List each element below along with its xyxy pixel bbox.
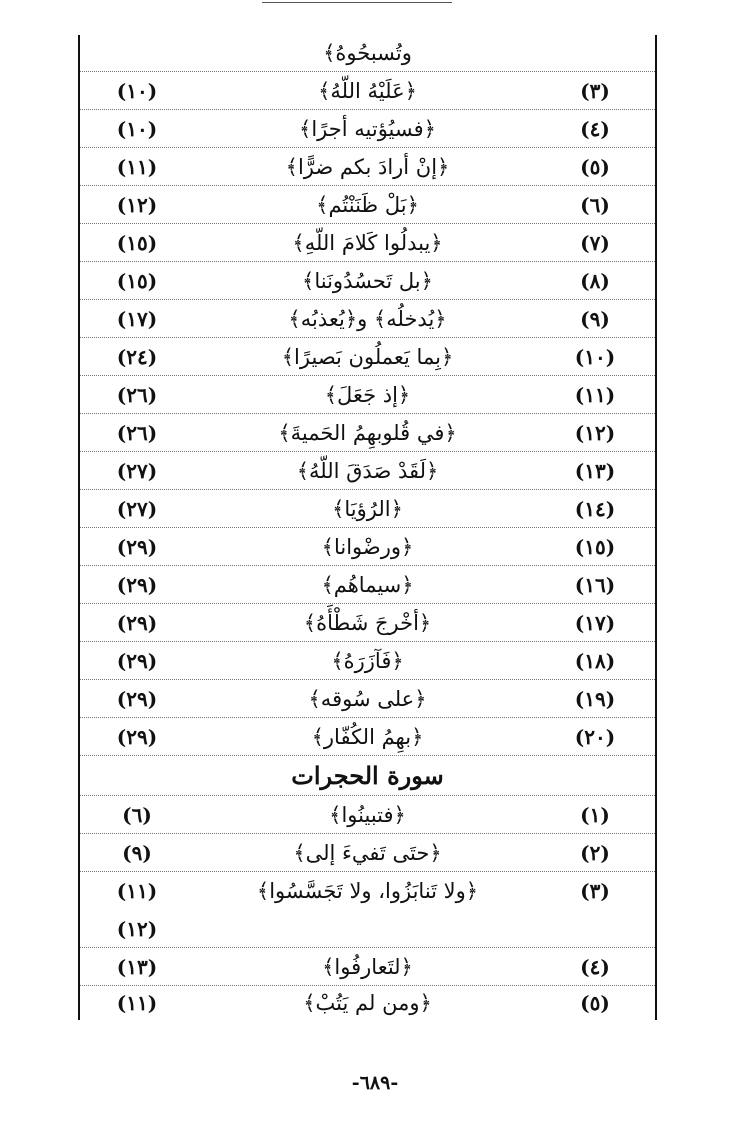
entry-number: (١٤) bbox=[574, 496, 616, 521]
quran-phrase: ﴿إذ جَعَلَ﴾ bbox=[324, 382, 411, 407]
entry-number: (١٦) bbox=[574, 572, 616, 597]
verse-number: (٢٦) bbox=[116, 382, 158, 407]
index-row bbox=[80, 338, 655, 376]
verse-number: (٦) bbox=[122, 802, 152, 827]
index-row bbox=[80, 566, 655, 604]
verse-number: (٩) bbox=[122, 840, 152, 865]
entry-number: (٥) bbox=[580, 991, 610, 1015]
entry-number: (٤) bbox=[580, 116, 610, 141]
quran-phrase: ﴿حتَى تَفيءَ إلى﴾ bbox=[293, 840, 442, 865]
verse-number: (١٥) bbox=[116, 230, 158, 255]
index-row bbox=[80, 376, 655, 414]
index-table bbox=[78, 35, 657, 1020]
entry-number: (١١) bbox=[574, 382, 616, 407]
index-row bbox=[80, 528, 655, 566]
quran-phrase: ﴿سيماهُم﴾ bbox=[321, 572, 414, 597]
entry-number: (١٩) bbox=[574, 686, 616, 711]
verse-number: (٢٩) bbox=[116, 724, 158, 749]
quran-phrase: وتُسبحُوهُ﴾ bbox=[323, 41, 412, 65]
index-row bbox=[80, 452, 655, 490]
index-row bbox=[80, 72, 655, 110]
verse-number: (١١) bbox=[116, 154, 158, 179]
verse-number: (١١) bbox=[116, 991, 158, 1015]
entry-number: (١٢) bbox=[574, 420, 616, 445]
quran-phrase: ﴿لتَعارفُوا﴾ bbox=[322, 954, 413, 979]
quran-phrase: ﴿بل تَحسُدُونَنا﴾ bbox=[302, 268, 433, 293]
index-row bbox=[80, 718, 655, 756]
verse-number: (٢٦) bbox=[116, 420, 158, 445]
index-row bbox=[80, 148, 655, 186]
verse-number bbox=[102, 35, 172, 71]
entry-number bbox=[565, 910, 625, 947]
quran-phrase: ﴿أخْرجَ شَطْأَهُ﴾ bbox=[303, 610, 432, 635]
surah-heading-row bbox=[80, 756, 655, 796]
entry-number: (١٧) bbox=[574, 610, 616, 635]
quran-phrase: ﴿لَقَدْ صَدَقَ اللّهُ﴾ bbox=[296, 458, 439, 483]
index-row bbox=[80, 872, 655, 910]
entry-number: (٤) bbox=[580, 954, 610, 979]
quran-phrase: ﴿يبدلُوا كَلامَ اللّهِ﴾ bbox=[292, 230, 443, 255]
index-row bbox=[80, 300, 655, 338]
verse-number: (١٥) bbox=[116, 268, 158, 293]
index-row bbox=[80, 224, 655, 262]
index-row bbox=[80, 834, 655, 872]
quran-phrase: ﴿ومن لم يَتُبْ﴾ bbox=[303, 991, 432, 1015]
verse-number: (٢٧) bbox=[116, 496, 158, 521]
entry-number: (٣) bbox=[580, 879, 610, 903]
entry-number: (٢) bbox=[580, 840, 610, 865]
verse-number: (١٢) bbox=[116, 916, 158, 941]
entry-number bbox=[565, 35, 625, 71]
entry-number: (٧) bbox=[580, 230, 610, 255]
quran-phrase: ﴿بِما يَعملُون بَصيرًا﴾ bbox=[281, 344, 454, 369]
quran-phrase: ﴿الرُؤيَا﴾ bbox=[332, 496, 403, 521]
quran-phrase: ﴿على سُوقه﴾ bbox=[308, 686, 427, 711]
verse-number: (٢٩) bbox=[116, 648, 158, 673]
entry-number: (١٥) bbox=[574, 534, 616, 559]
index-row bbox=[80, 110, 655, 148]
index-row bbox=[80, 414, 655, 452]
quran-phrase: ﴿بَلْ ظَنَنْتُم﴾ bbox=[316, 192, 419, 217]
quran-phrase: ﴿بهِمُ الكُفّار﴾ bbox=[311, 724, 424, 749]
index-row bbox=[80, 262, 655, 300]
index-row bbox=[80, 796, 655, 834]
entry-number: (١٣) bbox=[574, 458, 616, 483]
quran-phrase: ﴿فسيُؤتيه أجرًا﴾ bbox=[299, 116, 436, 141]
verse-number: (٢٩) bbox=[116, 610, 158, 635]
surah-heading: سورة الحجرات bbox=[291, 761, 444, 790]
verse-number: (١٠) bbox=[116, 78, 158, 103]
index-row bbox=[80, 948, 655, 986]
entry-number: (٢٠) bbox=[574, 724, 616, 749]
entry-number: (٥) bbox=[580, 154, 610, 179]
verse-number: (٢٤) bbox=[116, 344, 158, 369]
page-number: -٦٨٩- bbox=[351, 1072, 399, 1094]
verse-number: (٢٩) bbox=[116, 534, 158, 559]
index-row bbox=[80, 910, 655, 948]
index-row bbox=[80, 680, 655, 718]
entry-number: (١٨) bbox=[574, 648, 616, 673]
verse-number: (١٠) bbox=[116, 116, 158, 141]
entry-number: (١٠) bbox=[574, 344, 616, 369]
quran-phrase: ﴿ورضْوانا﴾ bbox=[321, 534, 414, 559]
quran-phrase: ﴿فتبينُوا﴾ bbox=[329, 802, 406, 827]
verse-number: (١٢) bbox=[116, 192, 158, 217]
entry-number: (١) bbox=[580, 802, 610, 827]
index-row bbox=[80, 490, 655, 528]
entry-number: (٣) bbox=[580, 78, 610, 103]
verse-number: (٢٩) bbox=[116, 572, 158, 597]
quran-phrase: ﴿في قُلوبهِمُ الحَميةَ﴾ bbox=[278, 420, 457, 445]
index-row bbox=[80, 35, 655, 72]
index-row bbox=[80, 642, 655, 680]
quran-phrase bbox=[180, 910, 555, 947]
entry-number: (٨) bbox=[580, 268, 610, 293]
entry-number: (٩) bbox=[580, 306, 610, 331]
verse-number: (١٧) bbox=[116, 306, 158, 331]
quran-phrase: ﴿ولا تَنابَزُوا، ولا تَجَسَّسُوا﴾ bbox=[256, 879, 479, 903]
quran-phrase: ﴿يُدخلُه﴾ و﴿يُعذبُه﴾ bbox=[288, 306, 447, 331]
quran-phrase: ﴿إنْ أرادَ بكم ضرًّا﴾ bbox=[285, 154, 450, 179]
index-row bbox=[80, 604, 655, 642]
verse-number: (٢٩) bbox=[116, 686, 158, 711]
index-row bbox=[80, 186, 655, 224]
index-row bbox=[80, 986, 655, 1020]
verse-number: (١١) bbox=[116, 879, 158, 903]
verse-number: (٢٧) bbox=[116, 458, 158, 483]
top-rule bbox=[262, 2, 452, 3]
quran-phrase: ﴿عَلَيْهُ اللّهُ﴾ bbox=[318, 78, 417, 103]
verse-number: (١٣) bbox=[116, 954, 158, 979]
entry-number: (٦) bbox=[580, 192, 610, 217]
quran-phrase: ﴿فَآزَرَهُ﴾ bbox=[331, 648, 404, 673]
